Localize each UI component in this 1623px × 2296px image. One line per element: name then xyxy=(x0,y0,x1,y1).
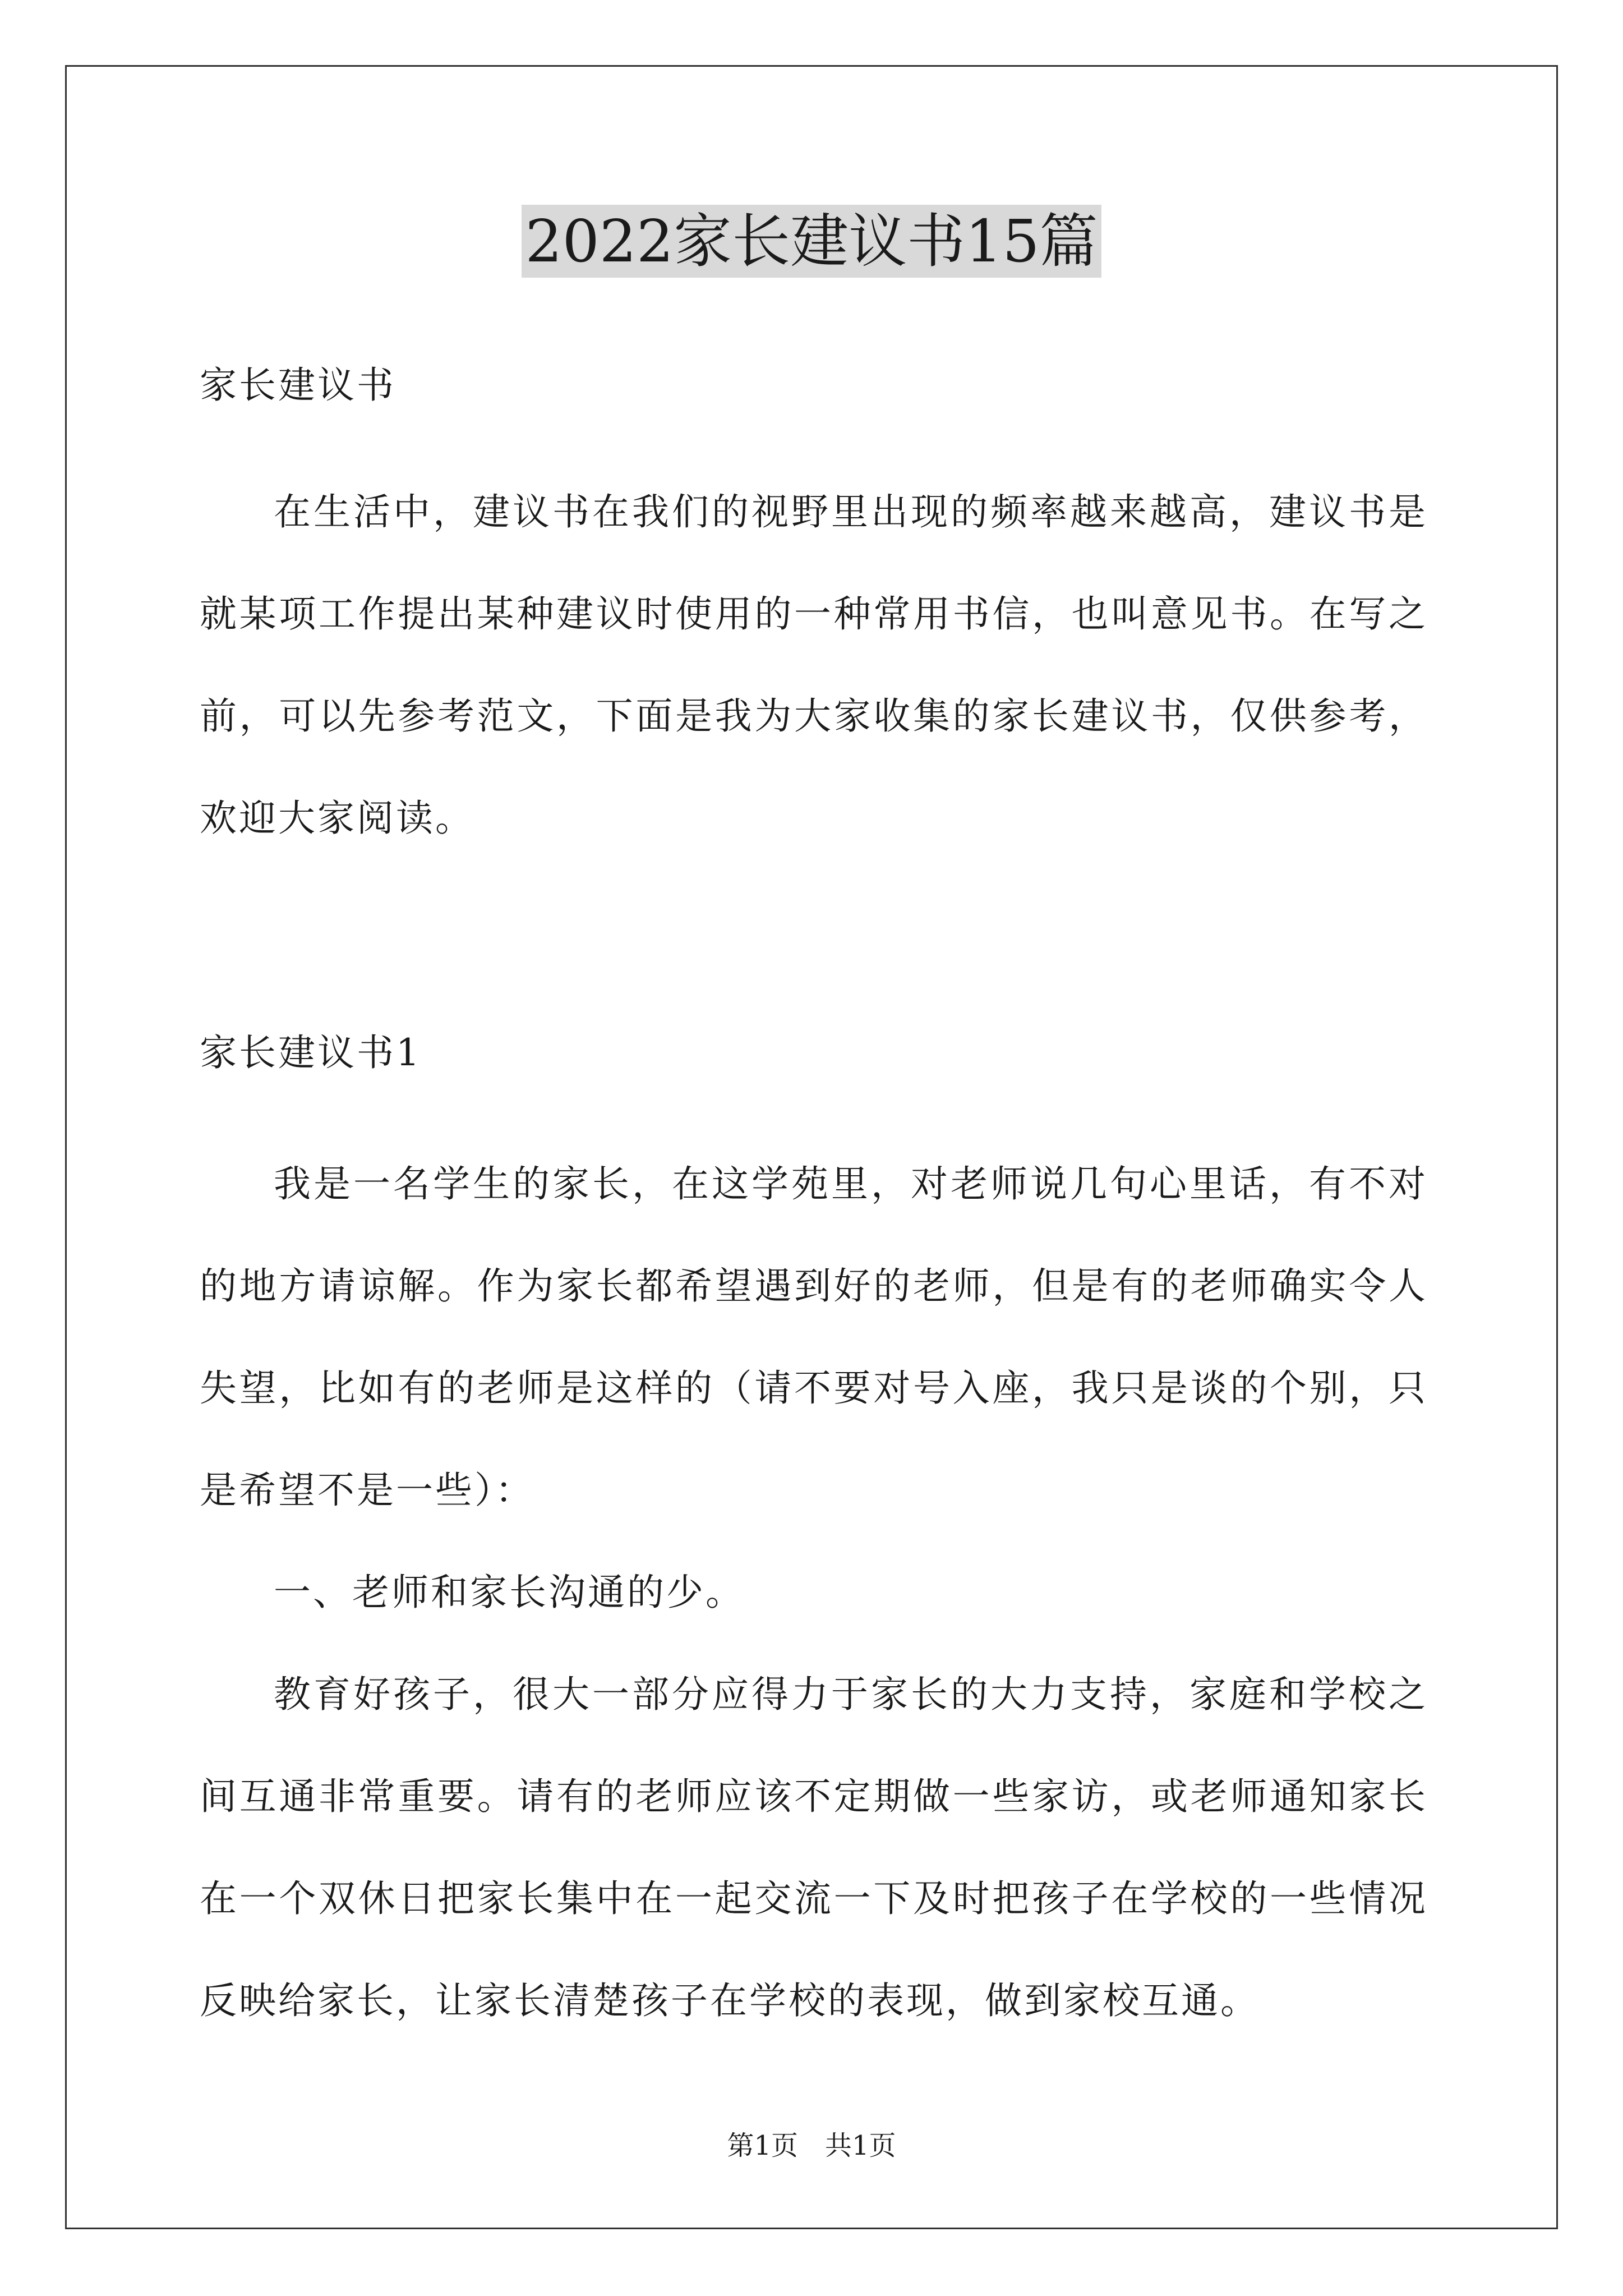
paragraph: 在生活中，建议书在我们的视野里出现的频率越来越高，建议书是就某项工作提出某种建议时使用的一种常用书信，也叫意见书。在写之前，可以先参考范文，下面是我为大家收集的家长建议书，仅供参考，欢迎大家阅读。 xyxy=(200,490,1428,840)
page-footer: 第1页 共1页 xyxy=(727,2130,896,2161)
paragraph: 教育好孩子，很大一部分应得力于家长的大力支持，家庭和学校之间互通非常重要。请有的老师应该不定期做一些家访，或老师通知家长在一个双休日把家长集中在一起交流一下及时把孩子在学校的一些情况反映给家长，让家长清楚孩子在学校的表现，做到家校互通。 xyxy=(200,1673,1428,2022)
document-title-text: 2022家长建议书15篇 xyxy=(522,205,1101,278)
section-heading: 家长建议书1 xyxy=(200,1031,422,1074)
document-title xyxy=(0,202,1623,280)
document-body xyxy=(200,337,1428,2052)
paragraph: 一、老师和家长沟通的少。 xyxy=(274,1571,745,1614)
paragraph: 我是一名学生的家长，在这学苑里，对老师说几句心里话，有不对的地方请谅解。作为家长都希望遇到好的老师，但是有的老师确实令人失望，比如有的老师是这样的（请不要对号入座，我只是谈的个别，只是希望不是一些）： xyxy=(200,1162,1428,1512)
section-heading: 家长建议书 xyxy=(200,364,396,407)
